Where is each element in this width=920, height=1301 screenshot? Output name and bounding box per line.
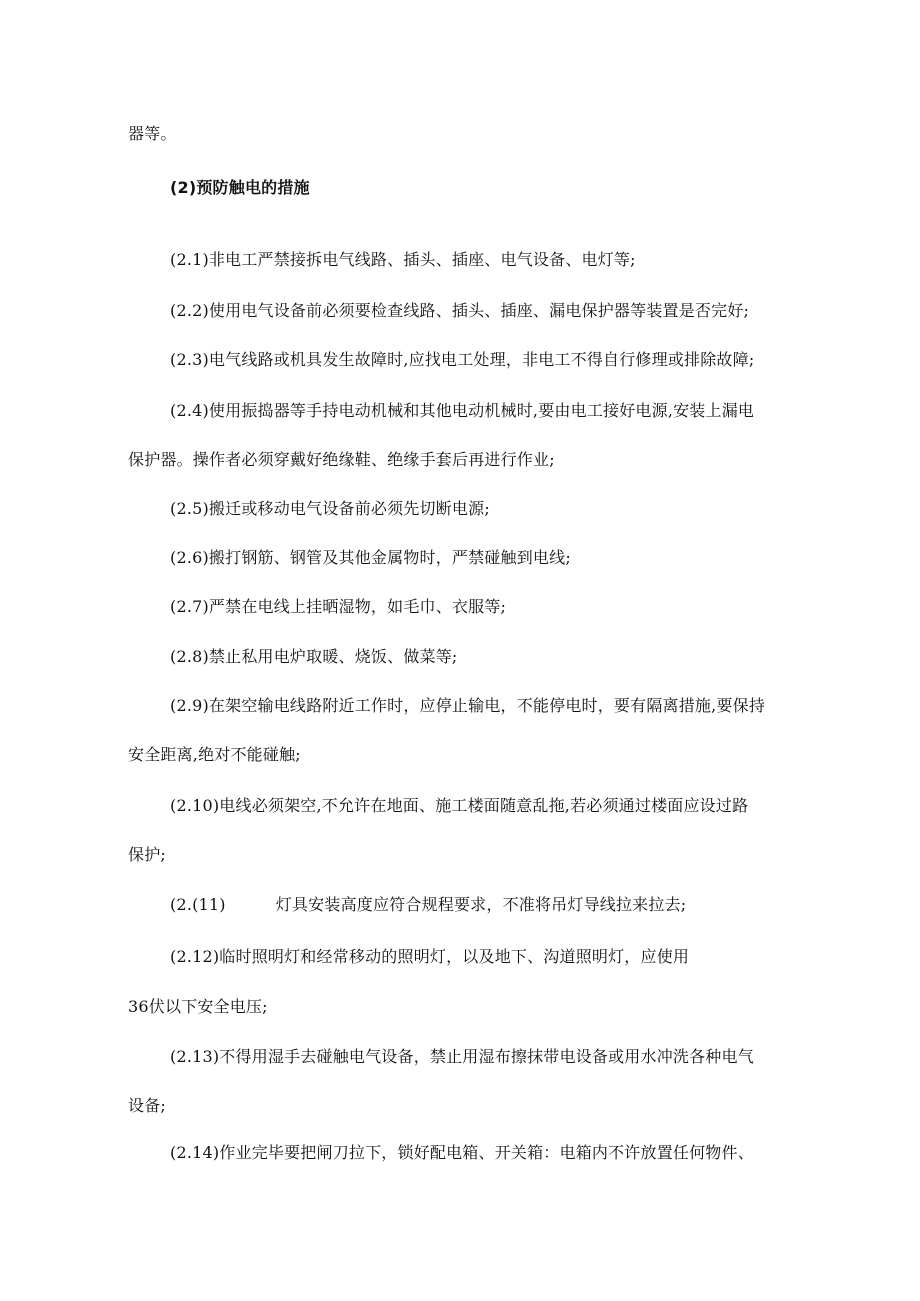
list-item: (2.8)禁止私用电炉取暖、烧饭、做菜等; bbox=[170, 647, 458, 666]
list-item-continuation: 设备; bbox=[128, 1096, 166, 1115]
list-item: (2.9)在架空输电线路附近工作时，应停止输电，不能停电时，要有隔离措施,要保持 bbox=[170, 696, 766, 715]
list-item-text: 灯具安装高度应符合规程要求，不准将吊灯导线拉来拉去; bbox=[275, 895, 687, 914]
continuation-text: 器等。 bbox=[128, 124, 177, 143]
list-item-continuation: 安全距离,绝对不能碰触; bbox=[128, 745, 301, 764]
section-heading: (2)预防触电的措施 bbox=[170, 178, 310, 197]
list-item bbox=[170, 895, 686, 915]
list-item-continuation: 保护; bbox=[128, 845, 166, 864]
list-item: (2.13)不得用湿手去碰触电气设备，禁止用湿布擦抹带电设备或用水冲洗各种电气 bbox=[170, 1047, 754, 1066]
list-item-continuation: 保护器。操作者必须穿戴好绝缘鞋、绝缘手套后再进行作业; bbox=[128, 450, 555, 469]
list-item: (2.14)作业完毕要把闸刀拉下，锁好配电箱、开关箱：电箱内不许放置任何物件、 bbox=[170, 1143, 754, 1162]
list-item: (2.5)搬迁或移动电气设备前必须先切断电源; bbox=[170, 499, 490, 518]
list-item: (2.10)电线必须架空,不允许在地面、施工楼面随意乱拖,若必须通过楼面应设过路 bbox=[170, 796, 749, 815]
list-item: (2.3)电气线路或机具发生故障时,应找电工处理，非电工不得自行修理或排除故障; bbox=[170, 350, 755, 369]
list-item: (2.7)严禁在电线上挂晒湿物，如毛巾、衣服等; bbox=[170, 597, 507, 616]
list-item-number: (2.(11) bbox=[170, 895, 226, 914]
list-item: (2.1)非电工严禁接拆电气线路、插头、插座、电气设备、电灯等; bbox=[170, 250, 636, 269]
list-item-continuation: 36伏以下安全电压; bbox=[128, 997, 268, 1016]
list-item: (2.2)使用电气设备前必须要检查线路、插头、插座、漏电保护器等装置是否完好; bbox=[170, 301, 750, 320]
list-item: (2.4)使用振捣器等手持电动机械和其他电动机械时,要由电工接好电源,安装上漏电 bbox=[170, 401, 755, 420]
list-item: (2.12)临时照明灯和经常移动的照明灯，以及地下、沟道照明灯，应使用 bbox=[170, 947, 690, 966]
list-item: (2.6)搬打钢筋、钢管及其他金属物时，严禁碰触到电线; bbox=[170, 548, 571, 567]
